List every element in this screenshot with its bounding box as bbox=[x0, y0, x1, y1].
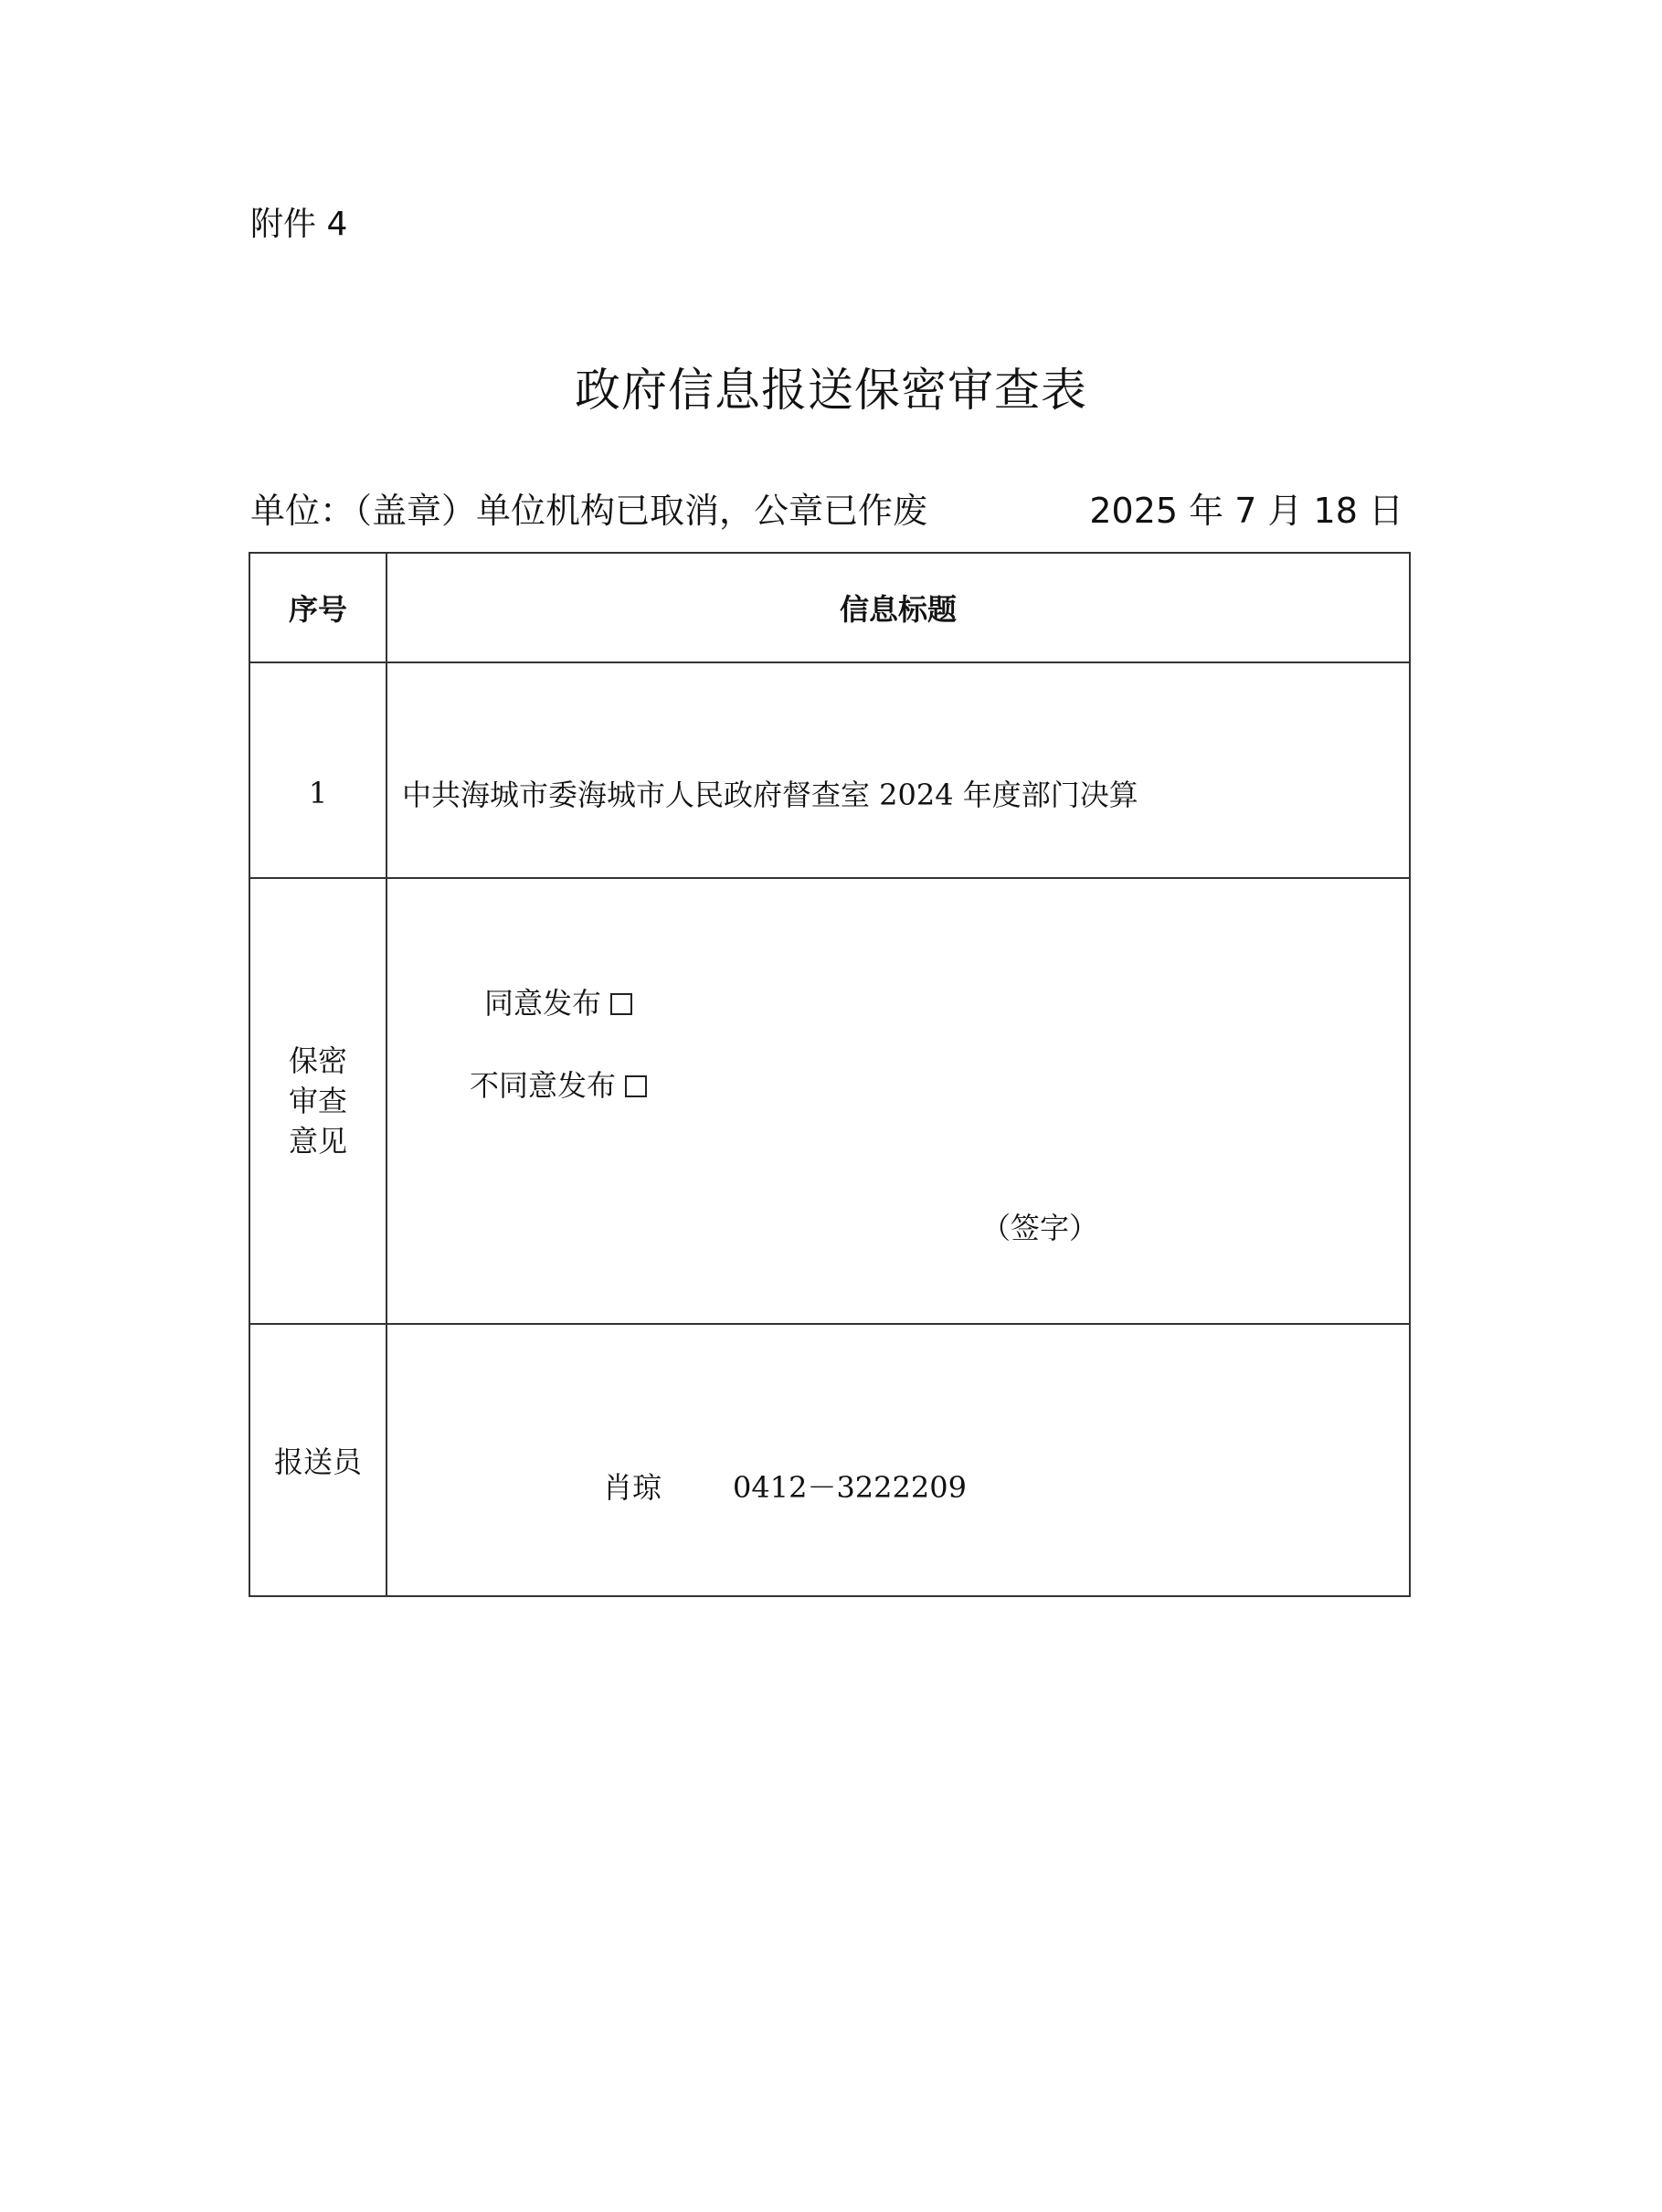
review-label bbox=[249, 878, 386, 1324]
header-info-title: 信息标题 bbox=[386, 553, 1410, 662]
review-opinion-cell bbox=[386, 878, 1410, 1324]
table-header-row bbox=[249, 553, 1410, 662]
review-label-line: 意见 bbox=[288, 1124, 347, 1159]
review-row bbox=[249, 878, 1410, 1324]
agree-label: 同意发布 bbox=[484, 986, 602, 1021]
review-table bbox=[249, 552, 1411, 1597]
sender-label: 报送员 bbox=[249, 1324, 386, 1596]
sender-row bbox=[249, 1324, 1410, 1596]
sender-name: 肖琼 bbox=[603, 1470, 662, 1505]
sender-phone: 0412－3222209 bbox=[733, 1470, 967, 1505]
sender-cell bbox=[386, 1324, 1410, 1596]
unit-text: 单位：（盖章）单位机构已取消，公章已作废 bbox=[250, 491, 928, 531]
disagree-label: 不同意发布 bbox=[470, 1068, 617, 1103]
page-title: 政府信息报送保密审查表 bbox=[575, 364, 1087, 417]
date-text: 2025 年 7 月 18 日 bbox=[1089, 491, 1403, 531]
attachment-label: 附件 4 bbox=[250, 206, 348, 243]
sign-label: （签字） bbox=[981, 1211, 1099, 1245]
row-info-title: 中共海城市委海城市人民政府督查室 2024 年度部门决算 bbox=[386, 662, 1410, 878]
row-index: 1 bbox=[249, 662, 386, 878]
header-index: 序号 bbox=[249, 553, 386, 662]
review-label-line: 审查 bbox=[288, 1084, 347, 1118]
table-row bbox=[249, 662, 1410, 878]
review-label-line: 保密 bbox=[288, 1043, 347, 1078]
